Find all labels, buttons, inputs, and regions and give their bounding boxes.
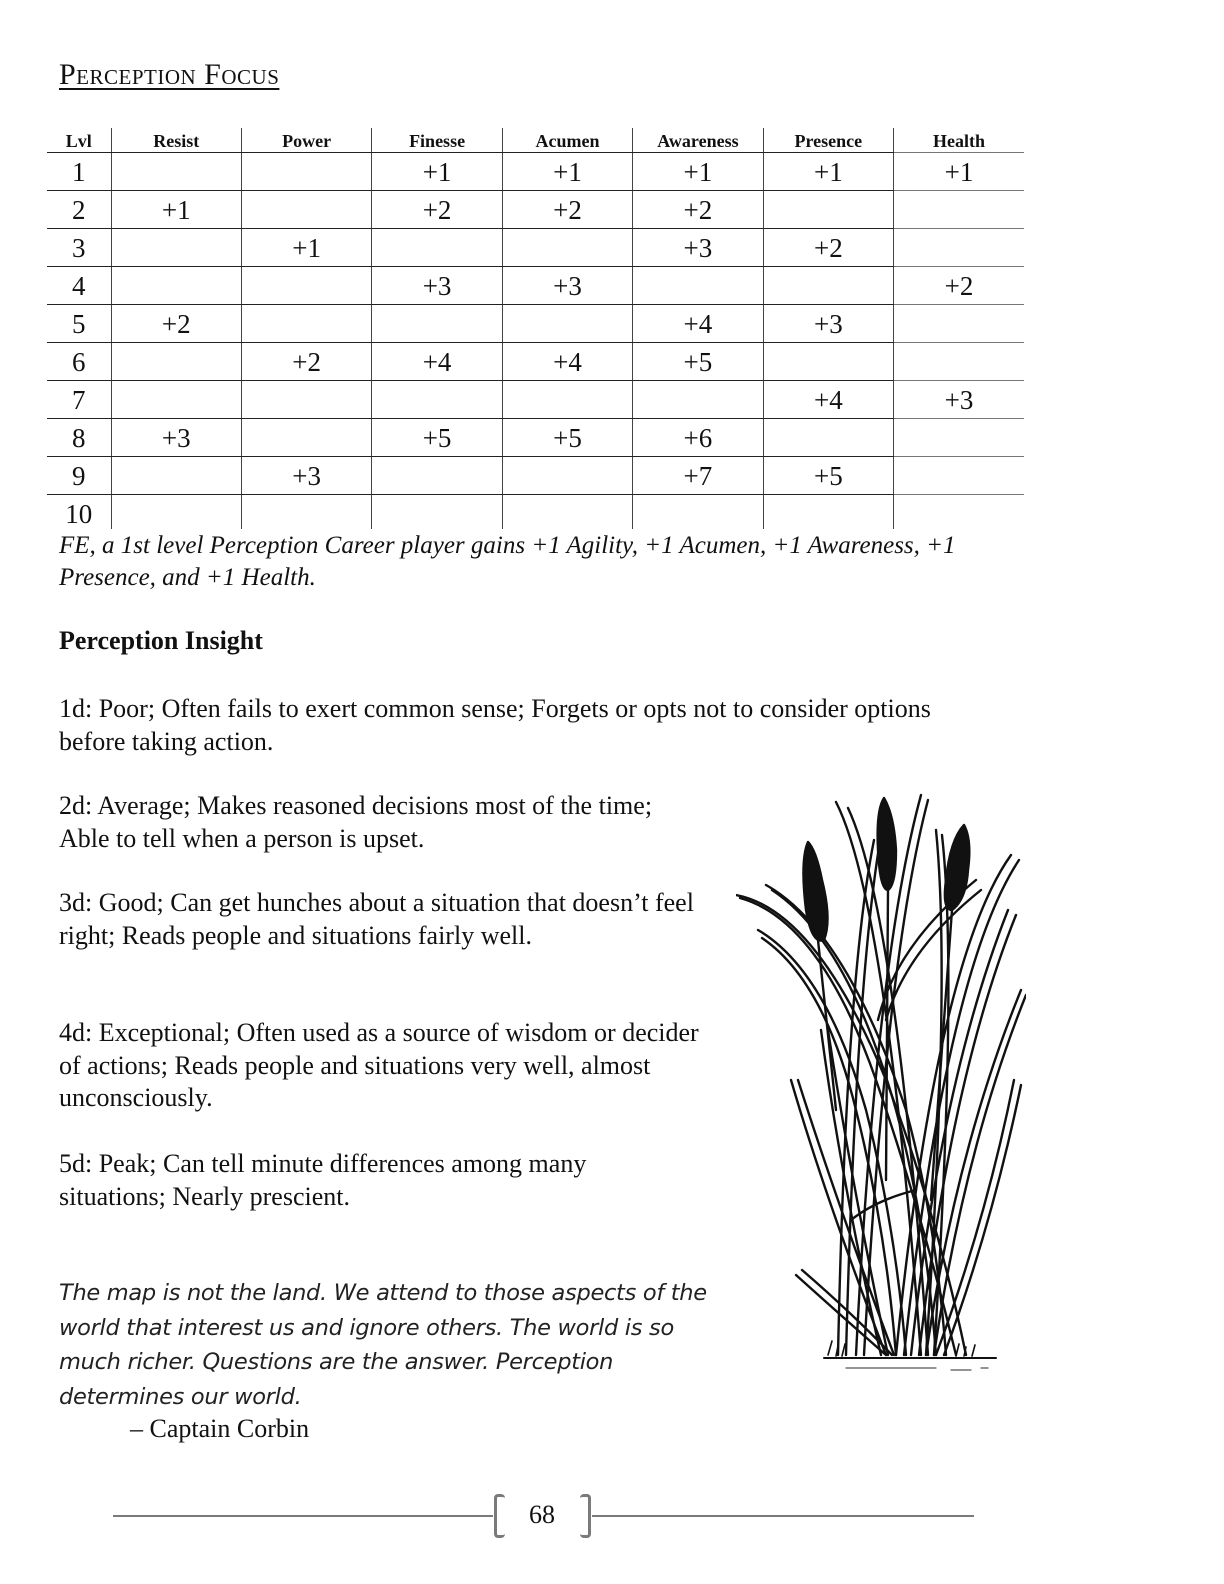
col-header-health: Health (894, 128, 1024, 153)
stat-cell-health (894, 343, 1024, 381)
stat-cell-resist (111, 381, 241, 419)
level-cell: 5 (47, 305, 111, 343)
stat-cell-power: +2 (241, 343, 371, 381)
right-brace-icon (580, 1494, 591, 1538)
stat-cell-presence: +3 (763, 305, 893, 343)
stat-cell-power (241, 153, 371, 191)
stat-cell-finesse (372, 381, 502, 419)
page-number: 68 (529, 1500, 555, 1529)
stat-cell-acumen: +5 (502, 419, 632, 457)
level-cell: 4 (47, 267, 111, 305)
stat-cell-power (241, 305, 371, 343)
stat-cell-power (241, 419, 371, 457)
insight-level-2d: 2d: Average; Makes reasoned decisions most of the time; Able to tell when a person is upset. (59, 791, 653, 853)
stat-cell-resist (111, 457, 241, 495)
level-cell: 8 (47, 419, 111, 457)
stat-cell-resist (111, 229, 241, 267)
stat-cell-presence: +1 (763, 153, 893, 191)
table-header-row (47, 128, 1024, 153)
stat-cell-acumen (502, 495, 632, 530)
stat-cell-awareness: +2 (633, 191, 763, 229)
stat-cell-acumen (502, 457, 632, 495)
table-row (47, 305, 1024, 343)
stat-cell-acumen (502, 229, 632, 267)
stat-cell-awareness: +6 (633, 419, 763, 457)
stat-cell-resist (111, 495, 241, 530)
level-cell: 3 (47, 229, 111, 267)
perception-focus-table (47, 128, 1024, 529)
footer-rule-right (592, 1515, 974, 1517)
quote-attribution: – Captain Corbin (130, 1414, 310, 1443)
table-row (47, 153, 1024, 191)
stat-cell-presence (763, 419, 893, 457)
stat-cell-acumen (502, 381, 632, 419)
insight-level-5d: 5d: Peak; Can tell minute differences among many situations; Nearly prescient. (59, 1149, 587, 1211)
stat-cell-health (894, 191, 1024, 229)
stat-cell-resist: +1 (111, 191, 241, 229)
stat-cell-awareness: +3 (633, 229, 763, 267)
stat-cell-awareness (633, 267, 763, 305)
col-header-power: Power (241, 128, 371, 153)
stat-cell-acumen: +1 (502, 153, 632, 191)
stat-cell-finesse: +3 (372, 267, 502, 305)
stat-cell-power (241, 191, 371, 229)
table-row (47, 495, 1024, 530)
stat-cell-presence (763, 267, 893, 305)
stat-cell-awareness (633, 495, 763, 530)
col-header-lvl: Lvl (47, 128, 111, 153)
table-row (47, 229, 1024, 267)
stat-cell-acumen: +3 (502, 267, 632, 305)
stat-cell-finesse: +5 (372, 419, 502, 457)
stat-cell-acumen: +2 (502, 191, 632, 229)
stat-cell-resist: +3 (111, 419, 241, 457)
footer-rule-left (113, 1515, 493, 1517)
stat-cell-presence (763, 191, 893, 229)
level-cell: 9 (47, 457, 111, 495)
stat-cell-awareness: +4 (633, 305, 763, 343)
col-header-awareness: Awareness (633, 128, 763, 153)
stat-cell-finesse: +2 (372, 191, 502, 229)
stat-cell-health (894, 419, 1024, 457)
stat-cell-resist: +2 (111, 305, 241, 343)
stat-cell-power (241, 495, 371, 530)
level-cell: 2 (47, 191, 111, 229)
stat-cell-power (241, 267, 371, 305)
stat-cell-presence (763, 343, 893, 381)
section-heading-insight: Perception Insight (59, 626, 263, 655)
stat-cell-health (894, 457, 1024, 495)
stat-cell-power (241, 381, 371, 419)
stat-cell-presence: +5 (763, 457, 893, 495)
level-cell: 1 (47, 153, 111, 191)
col-header-presence: Presence (763, 128, 893, 153)
stat-cell-resist (111, 267, 241, 305)
col-header-finesse: Finesse (372, 128, 502, 153)
stat-cell-acumen (502, 305, 632, 343)
stat-cell-presence: +2 (763, 229, 893, 267)
level-cell: 7 (47, 381, 111, 419)
stat-cell-awareness: +5 (633, 343, 763, 381)
stat-cell-health (894, 305, 1024, 343)
stat-cell-awareness: +7 (633, 457, 763, 495)
stat-cell-resist (111, 343, 241, 381)
stat-cell-power: +1 (241, 229, 371, 267)
stat-cell-finesse (372, 305, 502, 343)
stat-cell-resist (111, 153, 241, 191)
stat-cell-finesse: +1 (372, 153, 502, 191)
stat-cell-awareness (633, 381, 763, 419)
col-header-acumen: Acumen (502, 128, 632, 153)
stat-cell-acumen: +4 (502, 343, 632, 381)
table-row (47, 191, 1024, 229)
level-cell: 10 (65, 499, 93, 529)
left-brace-icon (494, 1494, 505, 1538)
table-row (47, 457, 1024, 495)
stat-cell-finesse (372, 457, 502, 495)
example-note: FE, a 1st level Perception Career player gains +1 Agility, +1 Acumen, +1 Awareness, +1 Presence, and +1 Health. (59, 532, 956, 591)
table-row (47, 381, 1024, 419)
stat-cell-health: +3 (894, 381, 1024, 419)
cattail-reeds-illustration-icon (736, 780, 1026, 1385)
insight-level-3d: 3d: Good; Can get hunches about a situation that doesn’t feel right; Reads people and situations fairly well. (59, 888, 694, 950)
stat-cell-health: +1 (894, 153, 1024, 191)
insight-level-1d: 1d: Poor; Often fails to exert common sense; Forgets or opts not to consider options before taking action. (59, 694, 931, 756)
table-row (47, 267, 1024, 305)
page-footer (0, 1490, 1224, 1540)
stat-cell-presence (763, 495, 893, 530)
stat-cell-presence: +4 (763, 381, 893, 419)
stat-cell-health (894, 495, 1024, 530)
stat-cell-power: +3 (241, 457, 371, 495)
insight-level-4d: 4d: Exceptional; Often used as a source of wisdom or decider of actions; Reads people and situations very well, almost unconsciously. (59, 1018, 699, 1112)
stat-cell-health: +2 (894, 267, 1024, 305)
level-cell: 6 (47, 343, 111, 381)
page-title: Perception Focus (59, 58, 280, 91)
stat-cell-awareness: +1 (633, 153, 763, 191)
stat-cell-finesse (372, 495, 502, 530)
table-row (47, 343, 1024, 381)
col-header-resist: Resist (111, 128, 241, 153)
stat-cell-health (894, 229, 1024, 267)
stat-cell-finesse: +4 (372, 343, 502, 381)
table-row (47, 419, 1024, 457)
stat-cell-finesse (372, 229, 502, 267)
quote-text: The map is not the land. We attend to those aspects of the world that interest us and ignore others. The world is so much richer. Questions are the answer. Perception determines our world. (59, 1280, 707, 1410)
